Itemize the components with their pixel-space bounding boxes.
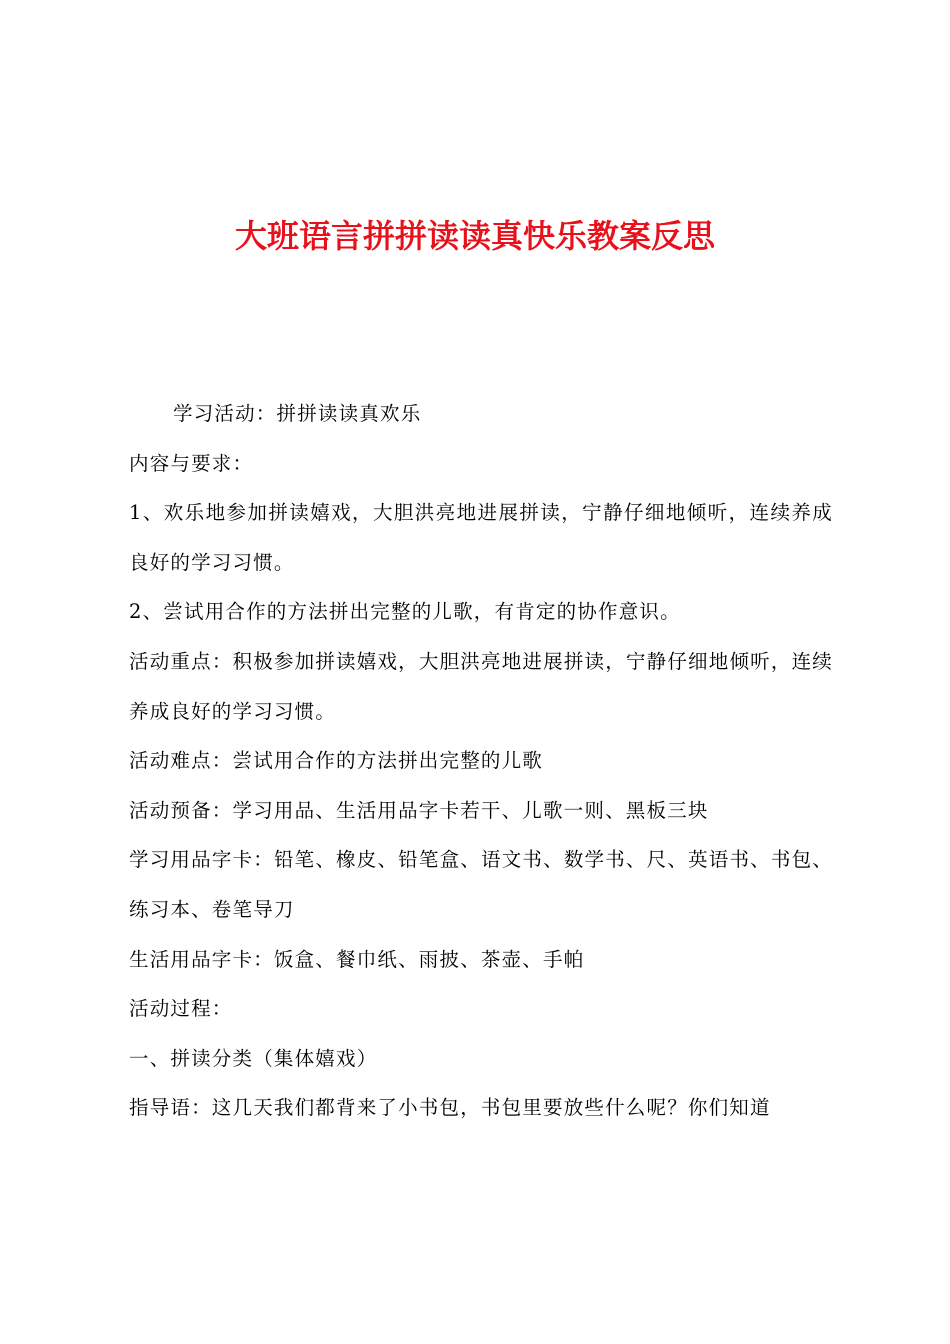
paragraph-step-1: 一、拼读分类（集体嬉戏） — [129, 1046, 378, 1070]
paragraph-requirement-2: 2、尝试用合作的方法拼出完整的儿歌，有肯定的协作意识。 — [129, 600, 681, 624]
paragraph-difficulty: 活动难点：尝试用合作的方法拼出完整的儿歌 — [129, 749, 544, 773]
paragraph-guidance: 指导语：这几天我们都背来了小书包，书包里要放些什么呢？你们知道 — [129, 1096, 771, 1120]
paragraph-life-cards: 生活用品字卡：饭盒、餐巾纸、雨披、茶壶、手帕 — [129, 947, 585, 971]
paragraph-process-heading: 活动过程： — [129, 997, 233, 1021]
paragraph-activity-name: 学习活动：拼拼读读真欢乐 — [173, 402, 422, 425]
paragraph-key-point: 活动重点：积极参加拼读嬉戏，大胆洪亮地进展拼读，宁静仔细地倾听，连续养成良好的学习习惯。 — [129, 649, 833, 723]
paragraph-content-heading: 内容与要求： — [129, 451, 254, 475]
paragraph-requirement-1: 1、欢乐地参加拼读嬉戏，大胆洪亮地进展拼读，宁静仔细地倾听，连续养成良好的学习习惯。 — [129, 501, 833, 574]
paragraph-preparation: 活动预备：学习用品、生活用品字卡若干、儿歌一则、黑板三块 — [129, 798, 709, 822]
document-body — [129, 389, 833, 1133]
paragraph-study-cards: 学习用品字卡：铅笔、橡皮、铅笔盒、语文书、数学书、尺、英语书、书包、练习本、卷笔导刀 — [129, 848, 833, 921]
document-title: 大班语言拼拼读读真快乐教案反思 — [234, 217, 715, 255]
